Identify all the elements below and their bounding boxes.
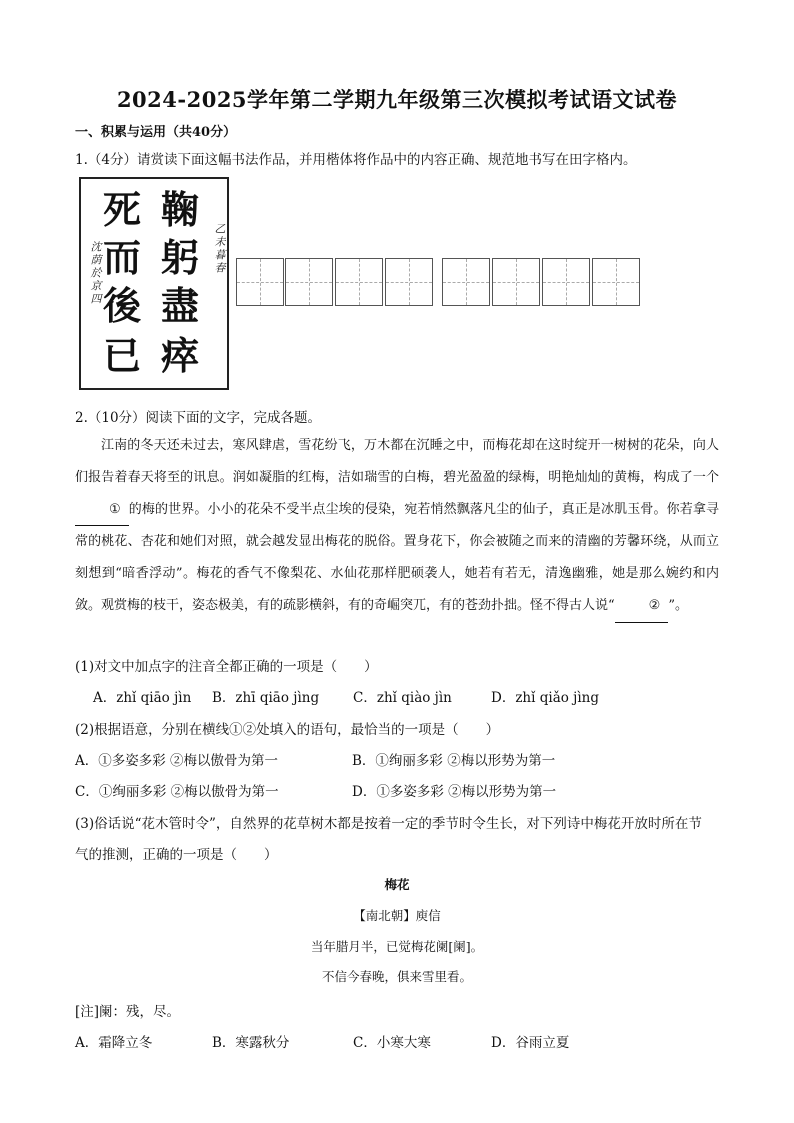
calligraphy-char: 躬: [161, 235, 200, 280]
option-a[interactable]: A．霜降立冬: [75, 1035, 153, 1051]
calligraphy-char: 瘁: [161, 333, 200, 378]
calligraphy-char: 而: [103, 235, 142, 280]
writing-grid-cell[interactable]: [542, 258, 590, 306]
writing-grid-cell[interactable]: [492, 258, 540, 306]
subquestion-3-stem-line2: 气的推测，正确的一项是（ ）: [75, 847, 278, 863]
option-b[interactable]: B．寒露秋分: [212, 1035, 290, 1051]
calligraphy-char: 已: [103, 333, 142, 378]
writing-grid-cell[interactable]: [592, 258, 640, 306]
calligraphy-char: 盡: [161, 283, 200, 328]
calligraphy-inscription-left: 沈荫於京四: [89, 241, 102, 306]
option-c[interactable]: C．zhǐ qiào jìn: [353, 690, 452, 706]
option-d[interactable]: D．谷雨立夏: [491, 1035, 570, 1051]
option-b[interactable]: B．zhī qiāo jìng: [212, 690, 320, 706]
subquestion-3-stem-line1: (3)俗话说“花木管时令”，自然界的花草树木都是按着一定的季节时令生长，对下列诗中梅花开放时所在节: [75, 816, 702, 832]
reading-passage: 江南的冬天还未过去，寒风肆虐，雪花纷飞，万木都在沉睡之中，而梅花却在这时绽开一树树的花朵，向人们报告着春天将至的讯息。润如凝脂的红梅，洁如瑞雪的白梅，碧光盈盈的绿梅，明艳灿灿的黄梅，构成了一个① 的梅的世界。小小的花朵不受半点尘埃的侵染，宛若悄然飘落凡尘的仙子，真正是冰肌玉骨。你若拿寻常的桃花、杏花和她们对照，就会越发显出梅花的脱俗。置身花下，你会被随之而来的清幽的芳馨环绕，从而立刻想到“暗香浮动”。梅花的香气不像梨花、水仙花那样肥硕袭人，她若有若无，清逸幽雅，她是那么婉约和内敛。观赏梅的枝干，姿态极美，有的疏影横斜，有的奇崛突兀，有的苍劲扑拙。怪不得古人说“ ② ”。: [75, 430, 719, 623]
option-c[interactable]: C．小寒大寒: [353, 1035, 431, 1051]
subquestion-3-options: [75, 1031, 715, 1051]
option-a[interactable]: A．①多姿多彩 ②梅以傲骨为第一: [75, 753, 279, 769]
writing-grid-cell[interactable]: [442, 258, 490, 306]
writing-grid-cell[interactable]: [285, 258, 333, 306]
subquestion-2-options-row2: [75, 780, 715, 800]
subquestion-2-stem: (2)根据语意，分别在横线①②处填入的语句，最恰当的一项是（ ）: [75, 722, 500, 738]
calligraphy-inscription-right: 乙未暮春: [213, 223, 226, 275]
subquestion-1-options: [75, 686, 715, 706]
poem-author: 【南北朝】庾信: [353, 908, 441, 923]
writing-grid-cell[interactable]: [335, 258, 383, 306]
poem-line: 当年腊月半，已觉梅花阑[阑]。: [310, 939, 484, 954]
question-1-stem: 1.（4分）请赏读下面这幅书法作品，并用楷体将作品中的内容正确、规范地书写在田字格内。: [75, 152, 637, 168]
page-title: 2024-2025学年第二学期九年级第三次模拟考试语文试卷: [116, 87, 678, 112]
subquestion-2-options-row1: [75, 749, 715, 769]
poem-note: [注]阑：残，尽。: [75, 1004, 181, 1020]
calligraphy-char: 後: [103, 283, 142, 328]
writing-grid-cell[interactable]: [236, 258, 284, 306]
question-2-stem: 2.（10分）阅读下面的文字，完成各题。: [75, 410, 322, 426]
option-d[interactable]: D．①多姿多彩 ②梅以形势为第一: [352, 784, 557, 800]
section-heading: 一、积累与运用（共40分）: [75, 125, 237, 140]
calligraphy-char: 鞠: [161, 187, 200, 232]
poem-title: 梅花: [384, 877, 410, 892]
option-d[interactable]: D．zhǐ qiǎo jìng: [491, 690, 600, 706]
subquestion-1-stem: (1)对文中加点字的注音全都正确的一项是（ ）: [75, 659, 378, 675]
blank-1: ①: [75, 494, 129, 527]
poem-line: 不信今春晚，俱来雪里看。: [321, 969, 472, 984]
option-b[interactable]: B．①绚丽多彩 ②梅以形势为第一: [352, 753, 556, 769]
option-c[interactable]: C．①绚丽多彩 ②梅以傲骨为第一: [75, 784, 279, 800]
blank-2: ②: [615, 590, 669, 623]
calligraphy-artwork: [79, 177, 229, 390]
writing-grid-cell[interactable]: [385, 258, 433, 306]
option-a[interactable]: A．zhǐ qiāo jìn: [93, 690, 192, 706]
calligraphy-char: 死: [103, 187, 142, 232]
